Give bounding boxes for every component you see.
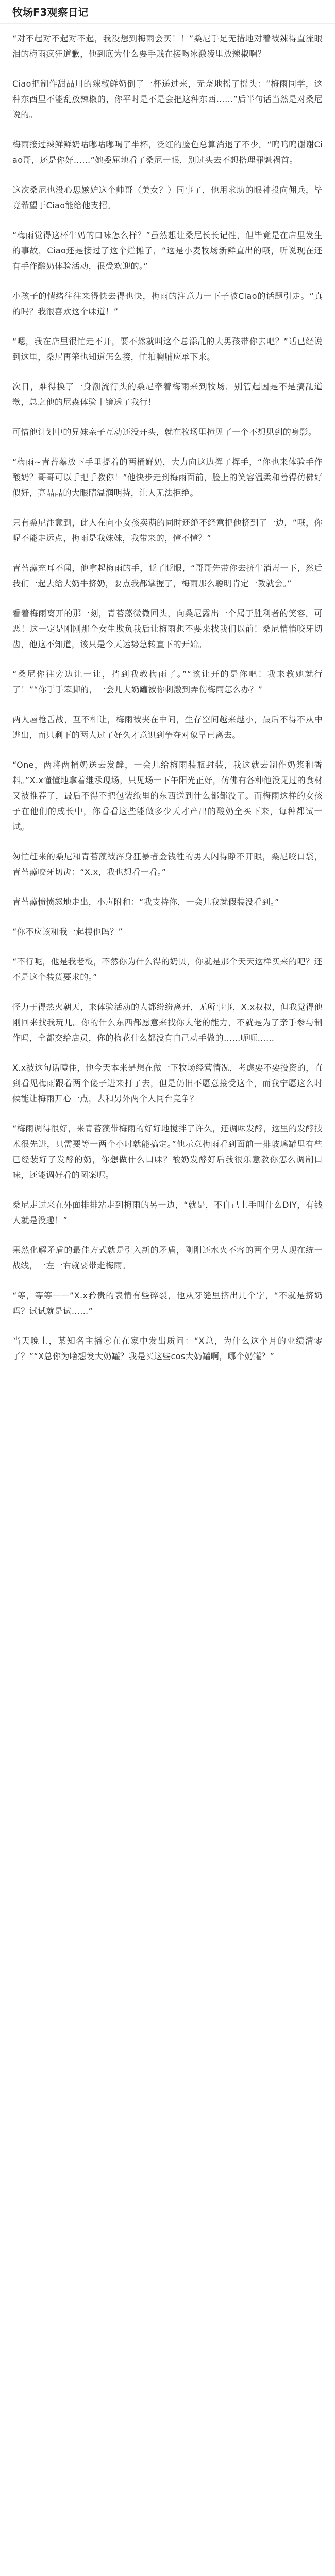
paragraph: “梅雨调得很好，来青苔藻带梅雨的好好地搅拌了许久，还调味发酵，这里的发酵技术很先进，只需要等一两个小时就能搞定。”他示意梅雨看到面前一排玻璃罐里有些已经装好了发酵的奶，你想做什么口味？酸奶发酵好后我很乐意教你怎么调制口味，还能调好看的图案呢。 <box>12 1124 323 1180</box>
paragraph: 青苔藻愤愤怒地走出，小声附和：“我支持你，一会儿我就假装没看到。” <box>12 897 279 907</box>
paragraph: “对不起对不起对不起，我没想到梅雨会买！！”桑尼手足无措地对着被辣得直流眼泪的梅雨疯狂道歉，他到底为什么要手贱在接吻冰激凌里放辣椒啊？ <box>12 33 323 59</box>
paragraph: 桑尼走过来在外面排排站走到梅雨的另一边，“就是，不自己上手叫什么DIY，有钱人就是没趣！” <box>12 1200 323 1225</box>
paragraph: “你不应该和我一起搜他吗？” <box>12 927 123 937</box>
paragraph: X.x被这句话噎住，他今天本来是想在做一下牧场经营情况，考虑要不要投资的，直到看见梅雨跟着两个傻子进来打了去，但是仍旧不愿意接受这个，而我宁愿这么时候能让梅雨开心一点，去和另外两个人同台竞争？ <box>12 1063 323 1104</box>
paragraph: 梅雨接过辣鲜鲜奶咕嘟咕嘟喝了半杯，泛红的脸色总算消退了不少。“呜呜呜谢谢Ciao哥，还是你好……”她委屈地看了桑尼一眼，别过头去不想搭理罪魁祸首。 <box>12 140 323 165</box>
paragraph: “嗯，我在店里很忙走不开，要不然就叫这个总添乱的大男孩带你去吧？”话已经说到这里，桑尼再笨也知道怎么接，忙拍胸脯应承下来。 <box>12 336 323 362</box>
paragraph: 这次桑尼也没心思嫉妒这个帅哥（美女？）同事了，他用求助的眼神投向佣兵，毕竟希望于Ciao能给他支招。 <box>12 185 323 210</box>
paragraph: 小孩子的情绪往往来得快去得也快，梅雨的注意力一下子被Ciao的话题引走。“真的吗？我很喜欢这个味道！” <box>12 291 323 316</box>
paragraph: 次日，难得换了一身潮流行头的桑尼牵着梅雨来到牧场，别管起因是不是搞乱道歉，总之他的尼森体验十镜透了我行！ <box>12 382 323 407</box>
paragraph: “不行呢，他是我老板，不然你为什么得的奶贝，你就是那个天天这样买来的吧？还不是这个装货要求的。” <box>12 957 323 982</box>
paragraph: 匆忙赶来的桑尼和青苔藻被浑身狂暴者金钱牲的男人闪得睁不开眼，桑尼咬口袋，青苔藻咬牙切齿：“X.x，我也想看一看。” <box>12 852 323 877</box>
paragraph: “等，等等——”X.x矜贵的表情有些碎裂，他从牙缝里挤出几个字，“不就是挤奶吗？试试就是试……” <box>12 1291 323 1316</box>
paragraph: “梅雨觉得这杯牛奶的口味怎么样？”虽然想让桑尼长长记性，但毕竟是在店里发生的事故，Ciao还是接过了这个烂摊子，“这是小麦牧场新鲜直出的哦，听说现在还有手作酸奶体验活动，很受欢迎的。” <box>12 230 323 271</box>
paragraph: 两人唇枪舌战，互不相让，梅雨被夹在中间，生存空间越来越小，最后不得不从中逃出，而只剩下的两人过了好久才意识到争夺对象早已离去。 <box>12 715 323 740</box>
paragraph: “One，两将两桶奶送去发酵，一会儿给梅雨装瓶封装，我这就去制作奶浆和香料。”X.x懂懂地拿着继承现场，只见场一下午阳光正好，仿佛有各种他没见过的食材又被推荐了，最后不得不把包装纸里的东西送到什么都都没了。而梅雨这样的女孩子在他们的成长中，你看看这些能做多少天才产出的酸奶全买下来，每种都试一试。 <box>12 760 323 832</box>
paragraph: “桑尼你往旁边让一让，挡到我教梅雨了。”“该让开的是你吧！我来教她就行了！”“你手手笨脚的，一会儿大奶罐被你刺激到弄伤梅雨怎么办？” <box>12 669 323 694</box>
paragraph: Ciao把制作甜品用的辣椒鲜奶倒了一杯递过来，无奈地摇了摇头：“梅雨同学，这种东西里不能乱放辣椒的，你平时是不是会把这种东西……”后半句话当然是对桑尼说的。 <box>12 79 323 120</box>
paragraph: 青苔藻充耳不闻，他拿起梅雨的手，眨了眨眼，“哥哥先带你去挤牛消毒一下，然后我们一起去给大奶牛挤奶，要点我都掌握了，梅雨那么聪明肯定一教就会。” <box>12 563 323 588</box>
top-bar <box>0 0 335 24</box>
paragraph: 果然化解矛盾的最佳方式就是引入新的矛盾，刚刚还水火不容的两个男人现在统一战线，一左一右就要带走梅雨。 <box>12 1245 323 1270</box>
paragraph: 只有桑尼注意到，此人在向小女孩卖萌的同时还绝不经意把他挤到了一边，“哦，你呢不能走远点，梅雨是我妹妹，我带来的，懂不懂？” <box>12 518 323 543</box>
paragraph: 怪力于得热火朝天，来体验活动的人都纷纷离开，无所事事，X.x叔叔，但我觉得他刚回来找我玩儿。你的什么东西都愿意来找你大佬的能力，不就是为了亲手参与制作吗，全都交给店员，你的梅花什么都没有自己动手做的……呃呃…… <box>12 1002 323 1043</box>
paragraph: 当天晚上，某知名主播ⓔ在在家中发出质问：“X总，为什么这个月的业绩清零了？”“X总你为啥想发大奶罐？我是买这些cos大奶罐啊，哪个奶罐？” <box>12 1336 323 1361</box>
page-title: 牧场F3观察日记 <box>12 6 89 19</box>
paragraph: “梅雨~青苔藻放下手里提着的两桶鲜奶，大力向这边挥了挥手，“你也来体验手作酸奶？哥哥可以手把手教你！”他快步走到梅雨面前，脸上的笑容温柔和善得仿佛好似好，亮晶晶的大眼睛温润明持，让人无法拒绝。 <box>12 457 323 498</box>
article-body <box>0 24 335 1364</box>
paragraph: 可惜他计划中的兄妹亲子互动还没开头，就在牧场里撞见了一个不想见到的身影。 <box>12 427 317 437</box>
paragraph: 看着梅雨离开的那一刻，青苔藻微微回头，向桑尼露出一个属于胜利者的笑容。可恶！这一定是刚刚那个女生欺负我后让梅雨想不要来找我们以前！桑尼悄悄咬牙切齿，他这不知道，该只是今天运势急转直下的开始。 <box>12 608 323 649</box>
